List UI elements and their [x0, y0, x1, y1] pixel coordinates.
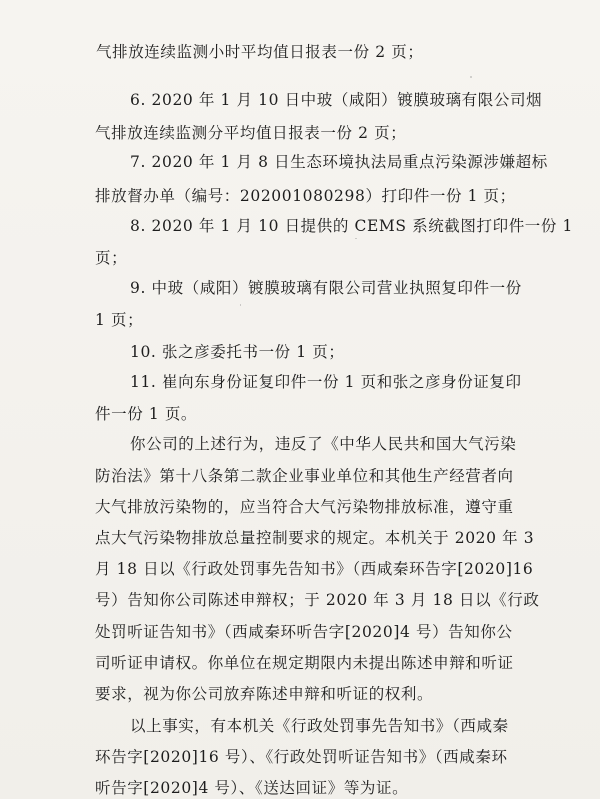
scan-speck	[240, 304, 241, 306]
text-line-4: 7. 2020 年 1 月 8 日生态环境执法局重点污染源涉嫌超标	[130, 153, 548, 171]
text-line-1: 气排放连续监测小时平均值日报表一份 2 页；	[96, 43, 424, 61]
text-line-8: 9. 中玻（咸阳）镀膜玻璃有限公司营业执照复印件一份	[130, 279, 522, 297]
text-line-17: 月 18 日以《行政处罚事先告知书》（西咸秦环告字[2020]16	[95, 560, 534, 578]
text-line-18: 号）告知你公司陈述申辩权；于 2020 年 3 月 18 日以《行政	[95, 591, 540, 609]
text-line-2: 6. 2020 年 1 月 10 日中玻（咸阳）镀膜玻璃有限公司烟	[130, 91, 543, 109]
text-line-9: 1 页；	[95, 311, 144, 329]
scan-speck	[470, 76, 472, 78]
text-line-10: 10. 张之彦委托书一份 1 页；	[130, 343, 345, 361]
text-line-20: 司听证申请权。你单位在规定期限内未提出陈述申辩和听证	[95, 654, 514, 672]
text-line-3: 气排放连续监测分平均值日报表一份 2 页；	[95, 124, 407, 142]
text-line-14: 防治法》第十八条第二款企业事业单位和其他生产经营者向	[95, 467, 514, 485]
text-line-11: 11. 崔向东身份证复印件一份 1 页和张之彦身份证复印	[130, 373, 522, 391]
text-line-6: 8. 2020 年 1 月 10 日提供的 CEMS 系统截图打印件一份 1	[130, 217, 573, 235]
text-line-7: 页；	[95, 249, 128, 267]
text-line-5: 排放督办单（编号：202001080298）打印件一份 1 页；	[95, 187, 516, 205]
text-line-19: 处罚听证告知书》（西咸秦环听告字[2020]4 号）告知你公	[95, 623, 513, 641]
text-line-21: 要求，视为你公司放弃陈述申辩和听证的权利。	[95, 685, 434, 703]
text-line-15: 大气排放污染物的，应当符合大气污染物排放标准，遵守重	[95, 498, 514, 516]
scan-speck	[355, 238, 357, 239]
text-line-16: 点大气污染物排放总量控制要求的规定。本机关于 2020 年 3	[95, 529, 535, 547]
text-line-13: 你公司的上述行为，违反了《中华人民共和国大气污染	[130, 435, 517, 453]
text-line-23: 环告字[2020]16 号）、《行政处罚听证告知书》（西咸秦环	[95, 748, 508, 766]
text-line-22: 以上事实，有本机关《行政处罚事先告知书》（西咸秦	[130, 717, 509, 735]
text-line-24: 听告字[2020]4 号）、《送达回证》等为证。	[95, 779, 409, 797]
text-line-12: 件一份 1 页。	[95, 405, 198, 423]
